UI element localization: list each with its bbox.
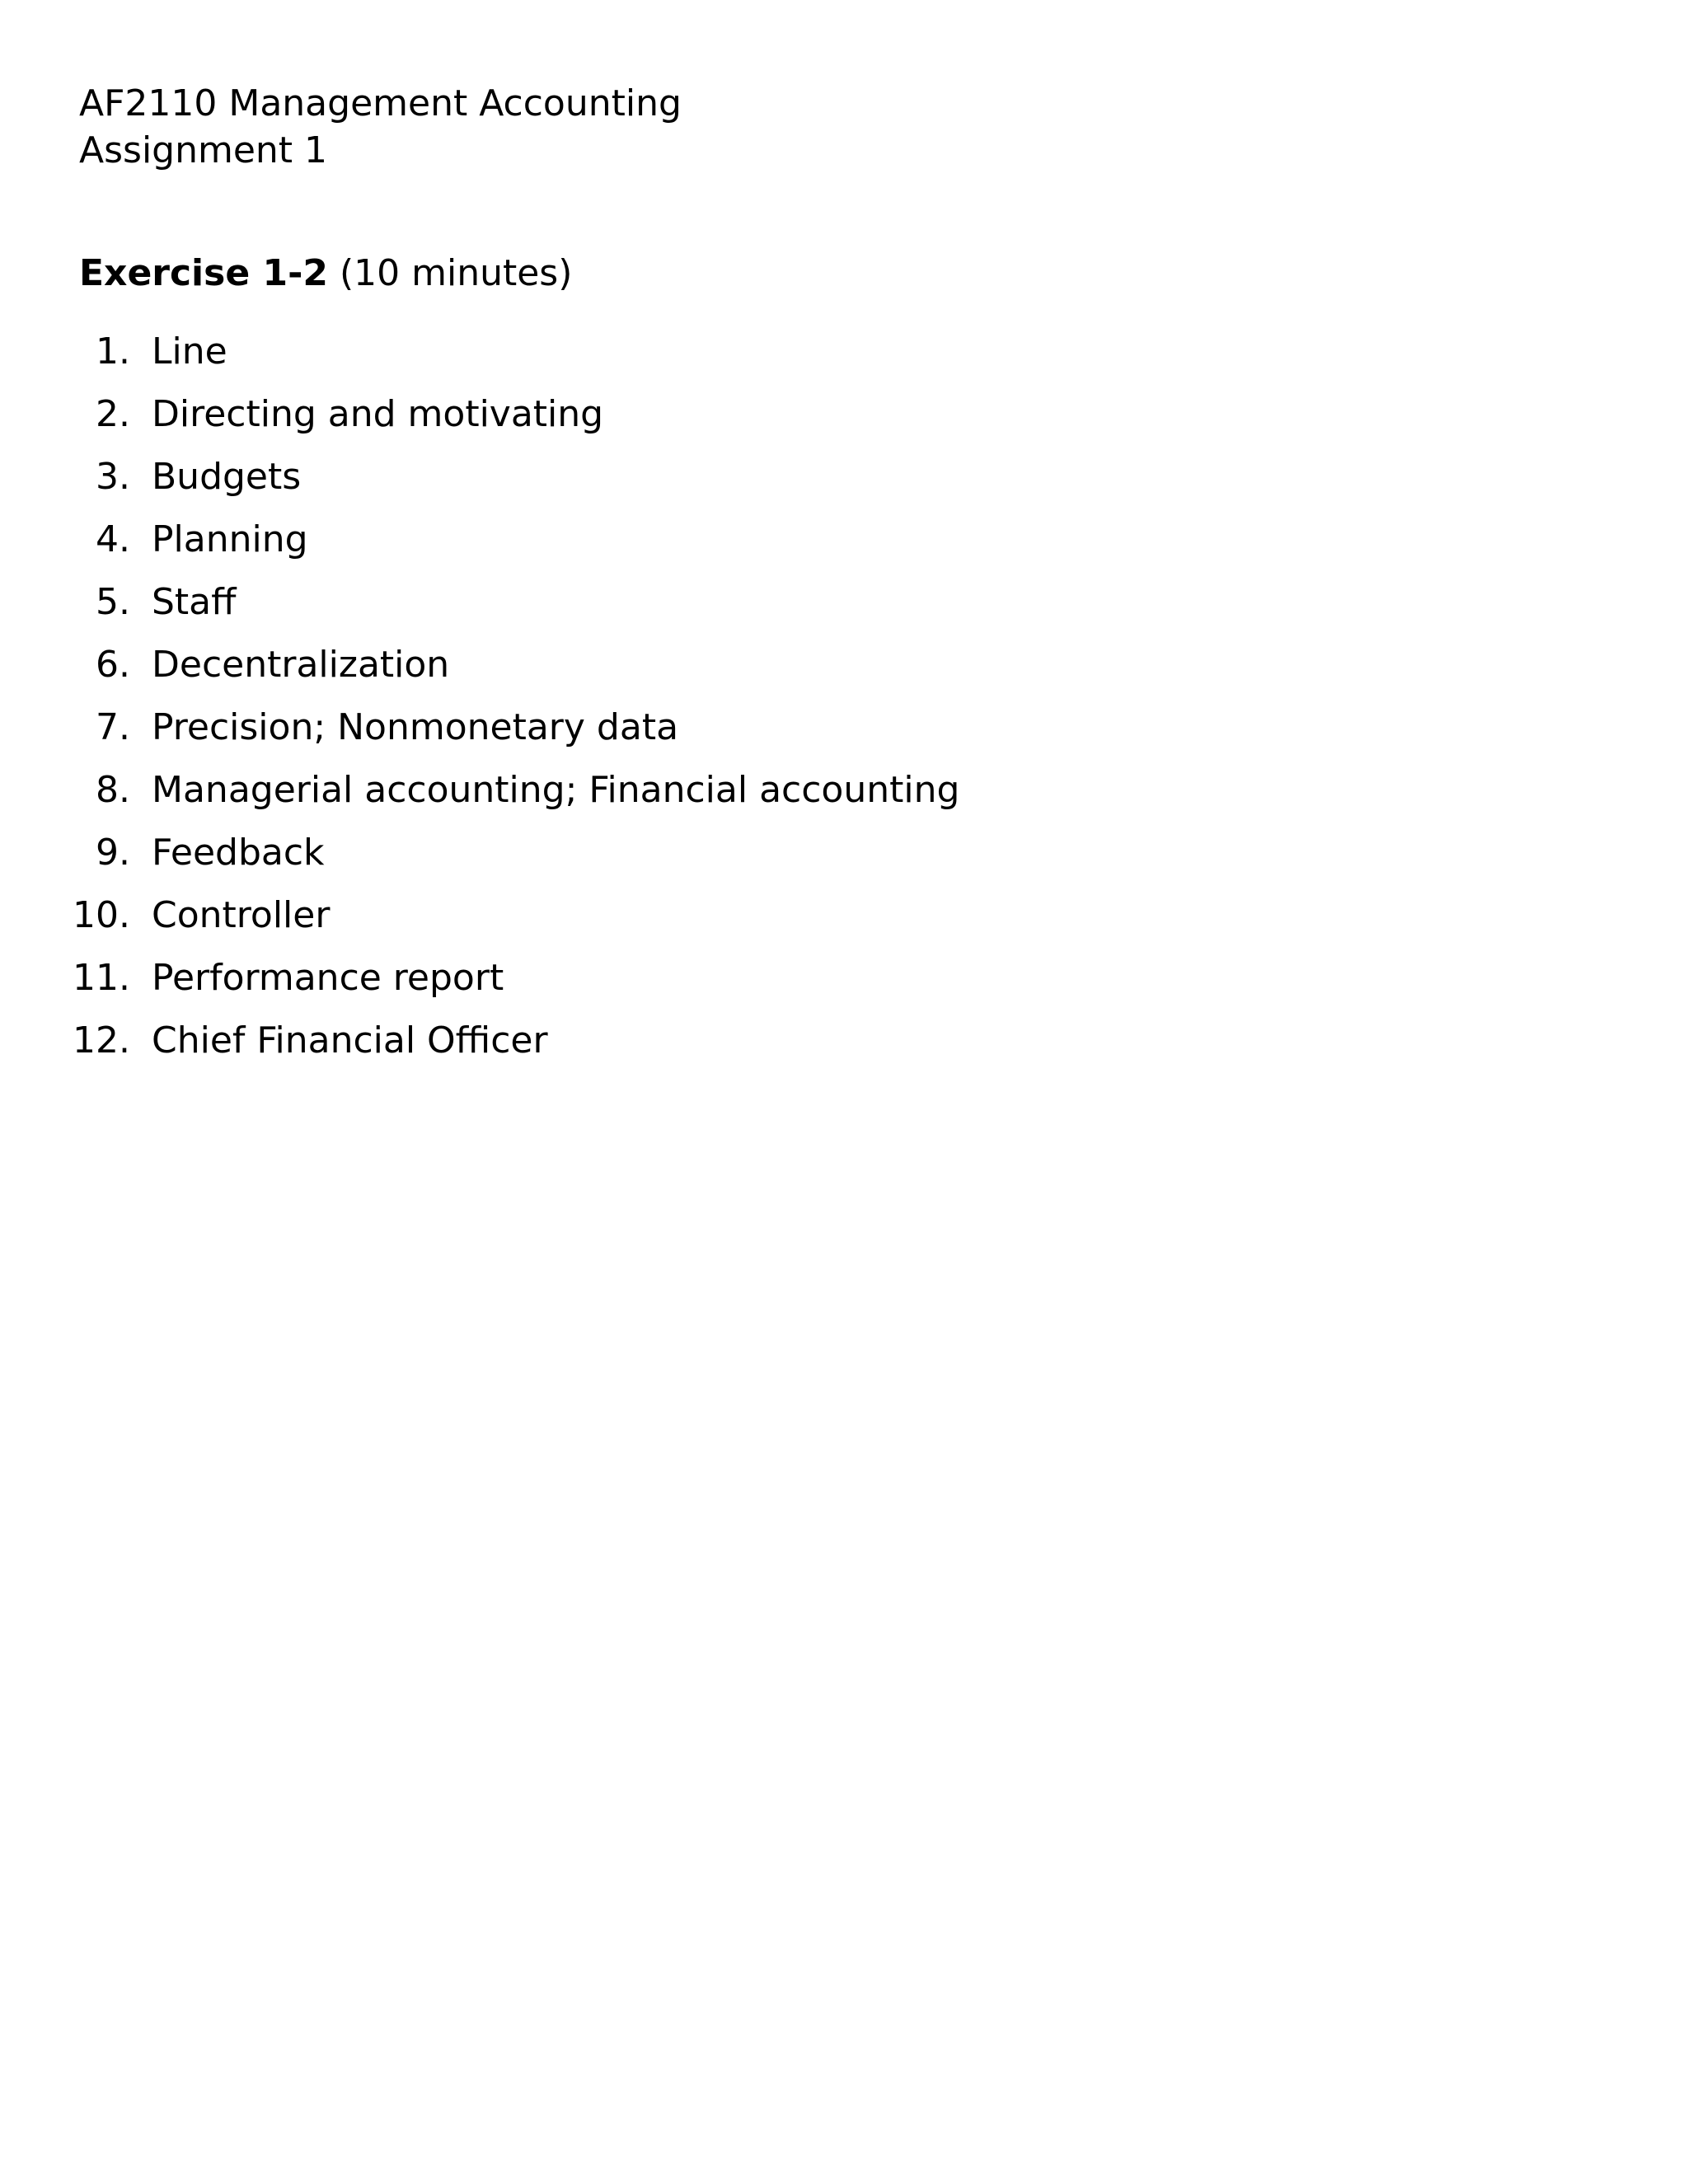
item-text: Decentralization (152, 644, 450, 686)
item-number: 8. (96, 769, 130, 811)
exercise-duration: (10 minutes) (339, 252, 573, 294)
course-title: AF2110 Management Accounting (79, 82, 682, 124)
item-number: 7. (96, 706, 130, 748)
item-number: 1. (96, 330, 130, 373)
item-text: Line (152, 330, 227, 373)
item-text: Controller (152, 894, 331, 936)
item-text: Precision; Nonmonetary data (152, 706, 679, 748)
item-text: Budgets (152, 456, 302, 498)
item-number: 5. (96, 581, 130, 623)
item-number: 11. (73, 957, 130, 999)
item-number: 2. (96, 393, 130, 435)
item-text: Staff (152, 581, 237, 623)
document-header (79, 80, 682, 174)
item-text: Planning (152, 518, 308, 560)
item-number: 10. (73, 894, 130, 936)
exercise-heading (79, 250, 572, 297)
exercise-title: Exercise 1-2 (79, 252, 328, 294)
item-text: Feedback (152, 832, 325, 874)
item-number: 6. (96, 644, 130, 686)
assignment-title: Assignment 1 (79, 129, 328, 171)
item-number: 9. (96, 832, 130, 874)
item-number: 3. (96, 456, 130, 498)
item-text: Managerial accounting; Financial accounting (152, 769, 960, 811)
item-text: Performance report (152, 957, 504, 999)
item-number: 4. (96, 518, 130, 560)
item-text: Chief Financial Officer (152, 1019, 548, 1062)
item-number: 12. (73, 1019, 130, 1062)
item-text: Directing and motivating (152, 393, 604, 435)
